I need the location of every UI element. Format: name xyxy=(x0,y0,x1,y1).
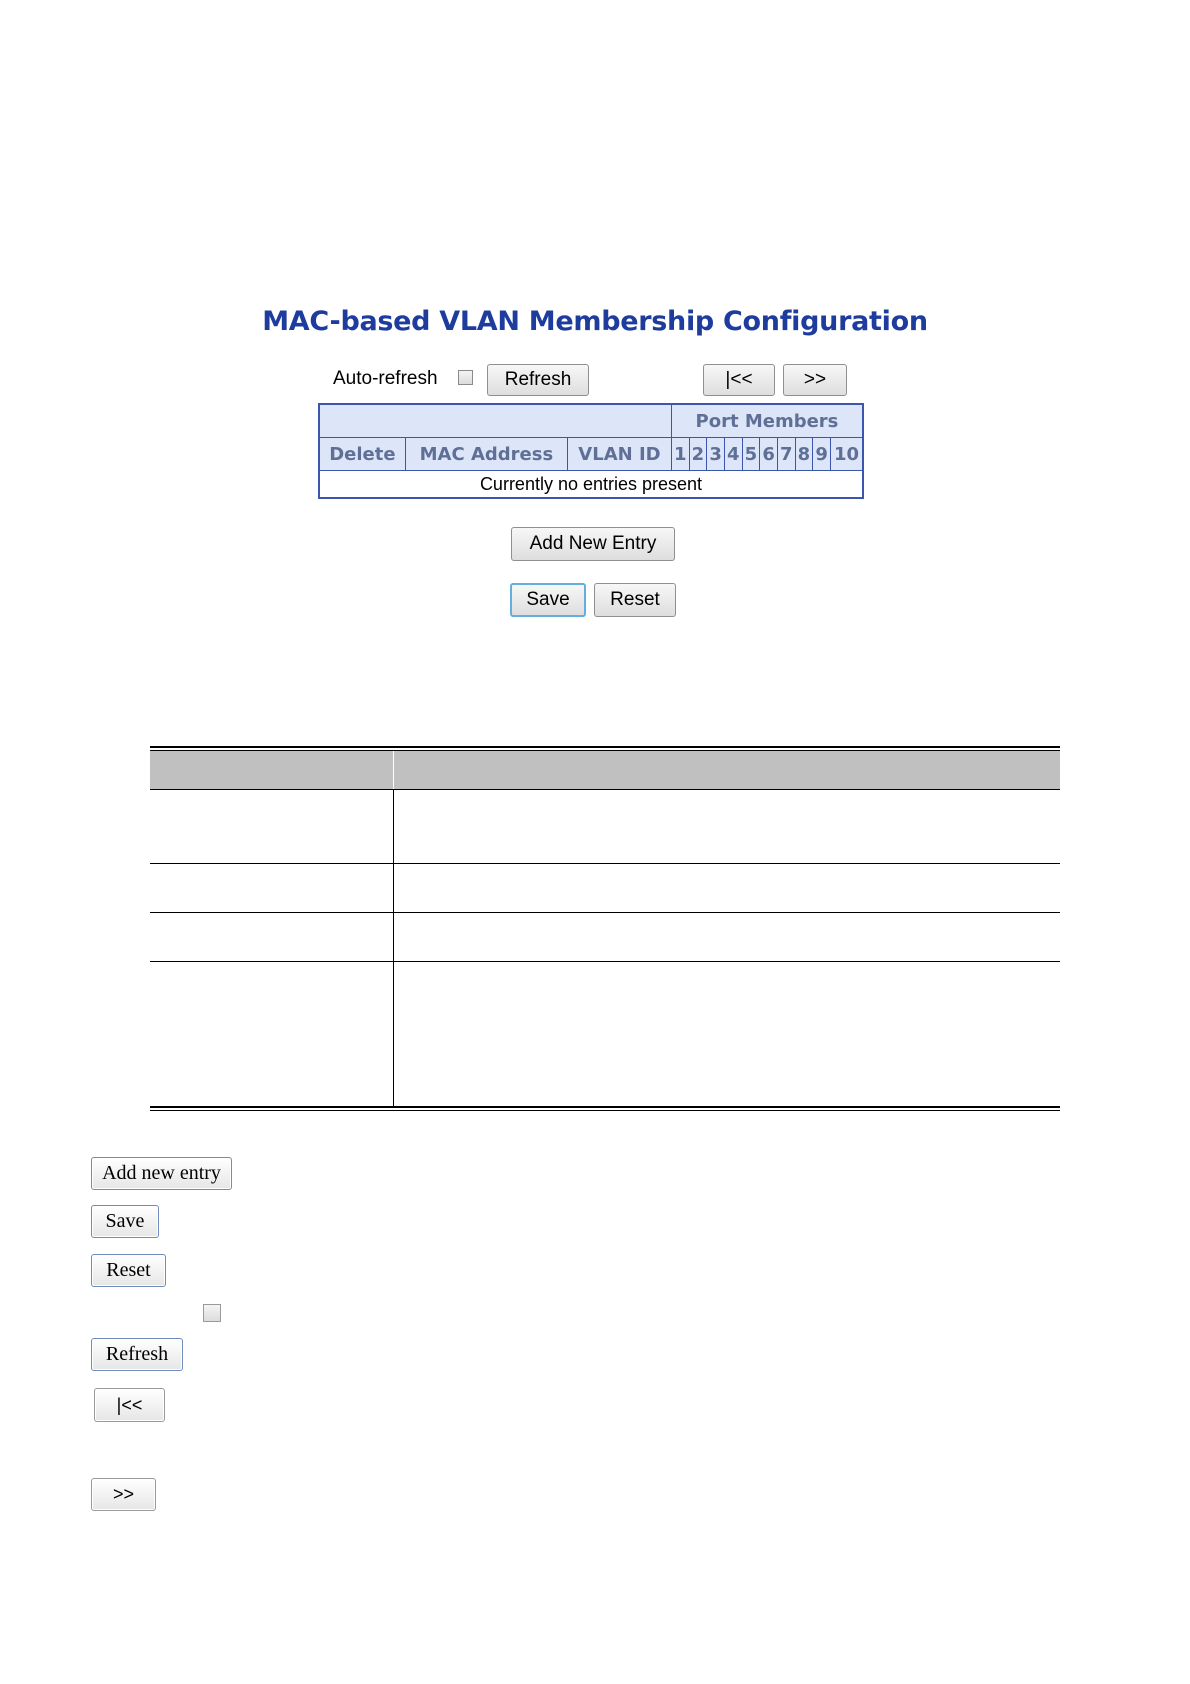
port-column: 3 xyxy=(707,438,725,471)
legend-first-page-button[interactable]: |<< xyxy=(94,1388,165,1422)
table-row xyxy=(319,471,863,499)
auto-refresh-label: Auto-refresh xyxy=(333,368,438,389)
empty-message: Currently no entries present xyxy=(319,471,863,499)
port-column: 6 xyxy=(760,438,778,471)
port-column: 10 xyxy=(830,438,863,471)
auto-refresh-checkbox[interactable] xyxy=(458,370,473,385)
port-column: 8 xyxy=(795,438,813,471)
doc-table-column-divider xyxy=(393,789,394,1107)
next-page-button[interactable]: >> xyxy=(783,364,847,396)
table-header-row-2 xyxy=(319,438,863,471)
doc-table-rule xyxy=(150,789,1060,790)
legend-reset-button[interactable]: Reset xyxy=(91,1254,166,1287)
port-column: 1 xyxy=(671,438,689,471)
doc-table-bottom-rule xyxy=(150,1106,1060,1108)
port-column: 2 xyxy=(689,438,707,471)
doc-table-header-divider xyxy=(393,751,394,789)
legend-refresh-button[interactable]: Refresh xyxy=(91,1338,183,1371)
port-column: 7 xyxy=(777,438,795,471)
column-delete: Delete xyxy=(319,438,405,471)
legend-auto-refresh-checkbox[interactable] xyxy=(203,1304,221,1322)
port-column: 5 xyxy=(742,438,760,471)
reset-button[interactable]: Reset xyxy=(594,583,676,617)
doc-table-top-rule xyxy=(150,746,1060,748)
save-button[interactable]: Save xyxy=(510,583,586,617)
doc-table-rule xyxy=(150,961,1060,962)
column-mac-address: MAC Address xyxy=(405,438,567,471)
mac-vlan-table xyxy=(318,403,864,499)
refresh-button[interactable]: Refresh xyxy=(487,364,589,396)
add-new-entry-button[interactable]: Add New Entry xyxy=(511,527,675,561)
port-column: 9 xyxy=(813,438,831,471)
doc-table-rule xyxy=(150,912,1060,913)
port-members-header: Port Members xyxy=(671,404,863,438)
header-spacer xyxy=(319,404,671,438)
legend-save-button[interactable]: Save xyxy=(91,1205,159,1238)
column-vlan-id: VLAN ID xyxy=(568,438,672,471)
port-column: 4 xyxy=(724,438,742,471)
first-page-button[interactable]: |<< xyxy=(703,364,775,396)
legend-next-page-button[interactable]: >> xyxy=(91,1478,156,1511)
legend-add-new-entry-button[interactable]: Add new entry xyxy=(91,1157,232,1190)
doc-table-rule xyxy=(150,863,1060,864)
doc-table-bottom-rule xyxy=(150,1110,1060,1111)
table-header-row-1 xyxy=(319,404,863,438)
page-title: MAC-based VLAN Membership Configuration xyxy=(262,306,928,337)
doc-table-header xyxy=(150,751,1060,789)
